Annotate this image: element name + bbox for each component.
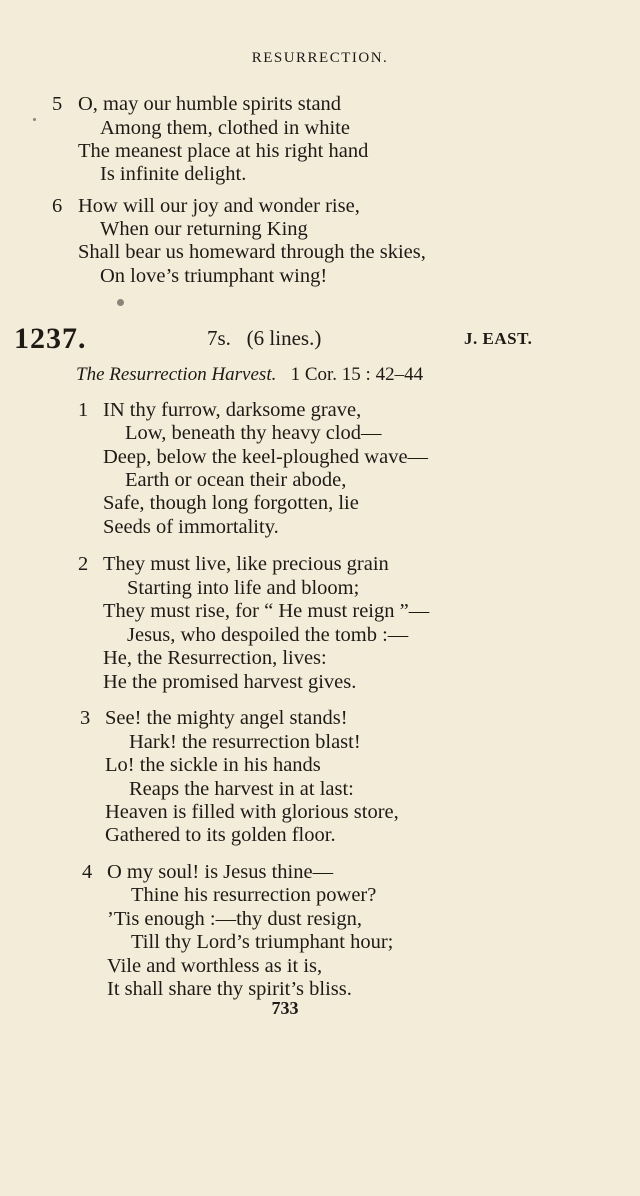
- verse-line: It shall share thy spirit’s bliss.: [107, 978, 352, 1000]
- verse-line: Starting into life and bloom;: [127, 577, 360, 599]
- verse-line: They must live, like precious grain: [103, 553, 389, 575]
- page-number: 733: [271, 998, 299, 1018]
- stanza-number: 3: [80, 707, 91, 729]
- ink-speck: [33, 118, 36, 121]
- verse-line: On love’s triumphant wing!: [100, 265, 328, 287]
- verse-line: Earth or ocean their abode,: [125, 469, 347, 491]
- verse-line: Vile and worthless as it is,: [107, 955, 323, 977]
- verse-line: Jesus, who despoiled the tomb :—: [127, 624, 409, 646]
- verse-line: Low, beneath thy heavy clod—: [125, 422, 382, 444]
- stanza-number: 6: [52, 195, 63, 217]
- verse-line: Seeds of immortality.: [103, 516, 279, 538]
- verse-line: Among them, clothed in white: [100, 117, 350, 139]
- verse-line: O my soul! is Jesus thine—: [107, 861, 334, 883]
- stanza-number: 2: [78, 553, 89, 575]
- stanza-number: 4: [82, 861, 93, 883]
- verse-line: IN thy furrow, darksome grave,: [103, 399, 362, 421]
- stanza-number: 1: [78, 399, 89, 421]
- verse-line: When our returning King: [100, 218, 308, 240]
- verse-line: ’Tis enough :—thy dust resign,: [107, 908, 362, 930]
- ink-speck: [117, 299, 124, 306]
- verse-line: Heaven is filled with glorious store,: [105, 801, 399, 823]
- verse-line: Till thy Lord’s triumphant hour;: [131, 931, 394, 953]
- verse-line: Hark! the resurrection blast!: [129, 731, 361, 753]
- stanza-number: 5: [52, 93, 63, 115]
- verse-line: Thine his resurrection power?: [131, 884, 377, 906]
- verse-line: See! the mighty angel stands!: [105, 707, 348, 729]
- verse-line: Reaps the harvest in at last:: [129, 778, 354, 800]
- verse-line: Lo! the sickle in his hands: [105, 754, 321, 776]
- verse-line: O, may our humble spirits stand: [78, 93, 342, 115]
- verse-line: They must rise, for “ He must reign ”—: [103, 600, 430, 622]
- verse-line: Is infinite delight.: [100, 163, 247, 185]
- verse-line: The meanest place at his right hand: [78, 140, 369, 162]
- hymn-meter: 7s. (6 lines.): [207, 326, 322, 350]
- hymn-title: The Resurrection Harvest.: [76, 364, 277, 385]
- scripture-reference: 1 Cor. 15 : 42–44: [290, 364, 424, 385]
- running-head: RESURRECTION.: [251, 50, 389, 66]
- hymn-composer: J. EAST.: [464, 329, 533, 348]
- verse-line: He the promised harvest gives.: [103, 671, 357, 693]
- verse-line: Safe, though long forgotten, lie: [103, 492, 359, 514]
- verse-line: Deep, below the keel-ploughed wave—: [103, 446, 429, 468]
- hymn-subtitle: [76, 364, 423, 386]
- hymn-header: [0, 322, 640, 362]
- verse-line: Gathered to its golden floor.: [105, 824, 336, 846]
- verse-line: Shall bear us homeward through the skies,: [78, 241, 426, 263]
- hymn-number: 1237.: [14, 322, 87, 355]
- verse-line: He, the Resurrection, lives:: [103, 647, 327, 669]
- verse-line: How will our joy and wonder rise,: [78, 195, 360, 217]
